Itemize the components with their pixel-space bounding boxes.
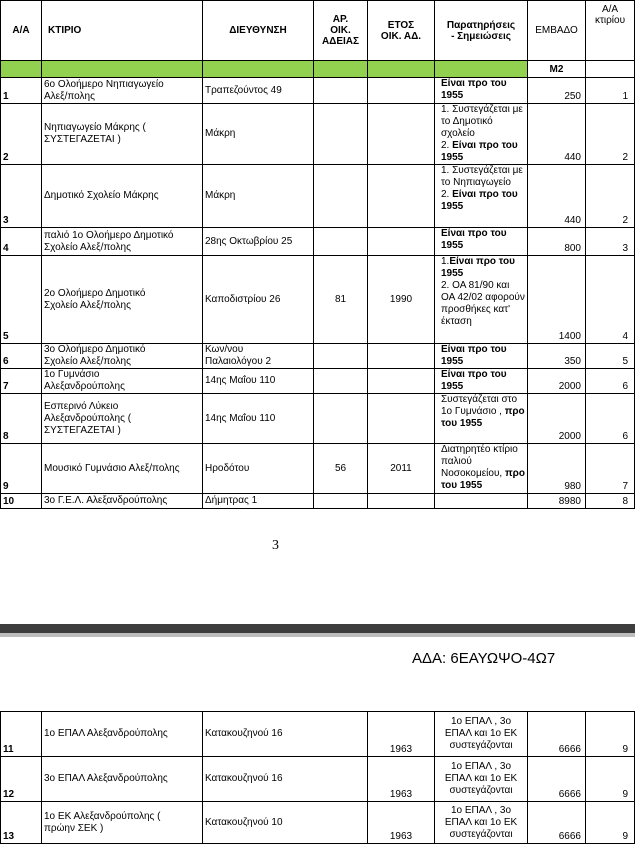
table-row xyxy=(1,712,635,757)
area: 8980 xyxy=(528,494,586,509)
row-number: 8 xyxy=(1,394,42,444)
building-address: 14ης Μαΐου 110 xyxy=(203,394,314,444)
area: 1400 xyxy=(528,256,586,344)
table-row xyxy=(1,165,635,228)
header-dieuthynsi: ΔΙΕΥΘΥΝΣΗ xyxy=(203,1,314,61)
row-number: 11 xyxy=(1,712,42,757)
building-address: 28ης Οκτωβρίου 25 xyxy=(203,228,314,256)
permit-year xyxy=(368,228,435,256)
building-name: παλιό 1ο Ολοήμερο Δημοτικό Σχολείο Αλεξ/πολης xyxy=(42,228,203,256)
area: 800 xyxy=(528,228,586,256)
row-number: 9 xyxy=(1,444,42,494)
remarks: 1. Συστεγάζεται με το Νηπιαγωγείο 2. Είναι προ του 1955 xyxy=(435,165,528,228)
building-address: Καποδιστρίου 26 xyxy=(203,256,314,344)
building-name: Μουσικό Γυμνάσιο Αλεξ/πολης xyxy=(42,444,203,494)
building-id: 8 xyxy=(586,494,635,509)
building-address: Μάκρη xyxy=(203,165,314,228)
remarks: Είναι προ του 1955 xyxy=(435,344,528,369)
remarks: 1ο ΕΠΑΛ , 3ο ΕΠΑΛ και 1ο ΕΚ συστεγάζονται xyxy=(435,802,528,844)
table-row xyxy=(1,757,635,802)
building-id: 4 xyxy=(586,256,635,344)
remarks: 1.Είναι προ του 1955 2. ΟΑ 81/90 και ΟΑ 42/02 αφορούν προσθήκες κατ' έκταση xyxy=(435,256,528,344)
building-address: Κων/νου Παλαιολόγου 2 xyxy=(203,344,314,369)
remarks: 1. Συστεγάζεται με το Δημοτικό σχολείο 2. Είναι προ του 1955 xyxy=(435,104,528,165)
building-address: Κατακουζηνού 10 xyxy=(203,802,368,844)
permit-number xyxy=(314,344,368,369)
building-address: Μάκρη xyxy=(203,104,314,165)
building-id: 2 xyxy=(586,104,635,165)
unit-m2: M2 xyxy=(528,61,586,78)
permit-year xyxy=(368,104,435,165)
building-id: 7 xyxy=(586,444,635,494)
table-row xyxy=(1,494,635,509)
building-id: 9 xyxy=(586,802,635,844)
header-ktirio: ΚΤΙΡΙΟ xyxy=(42,1,203,61)
building-name: Δημοτικό Σχολείο Μάκρης xyxy=(42,165,203,228)
permit-number xyxy=(314,494,368,509)
building-name: 1ο ΕΠΑΛ Αλεξανδρούπολης xyxy=(42,712,203,757)
row-number: 2 xyxy=(1,104,42,165)
building-id: 6 xyxy=(586,394,635,444)
permit-year: 2011 xyxy=(368,444,435,494)
permit-year xyxy=(368,494,435,509)
table-row xyxy=(1,256,635,344)
permit-year xyxy=(368,78,435,104)
table-row xyxy=(1,228,635,256)
area: 6666 xyxy=(528,802,586,844)
building-address: Ηροδότου xyxy=(203,444,314,494)
table-row xyxy=(1,802,635,844)
remarks: Είναι προ του 1955 xyxy=(435,228,528,256)
area: 440 xyxy=(528,104,586,165)
header-ar-oik-adeias: ΑΡ. ΟΙΚ. ΑΔΕΙΑΣ xyxy=(314,1,368,61)
row-number: 1 xyxy=(1,78,42,104)
row-number: 13 xyxy=(1,802,42,844)
area: 350 xyxy=(528,344,586,369)
permit-number xyxy=(314,394,368,444)
remarks: Είναι προ του 1955 xyxy=(435,369,528,394)
area: 6666 xyxy=(528,712,586,757)
table-row xyxy=(1,344,635,369)
building-address: 14ης Μαΐου 110 xyxy=(203,369,314,394)
remarks: Είναι προ του 1955 xyxy=(435,78,528,104)
building-name: Εσπερινό Λύκειο Αλεξανδρούπολης ( ΣΥΣΤΕΓΑΖΕΤΑΙ ) xyxy=(42,394,203,444)
area: 2000 xyxy=(528,369,586,394)
permit-year: 1963 xyxy=(368,802,435,844)
row-number: 7 xyxy=(1,369,42,394)
green-separator-row xyxy=(1,61,635,78)
building-address: Τραπεζούντος 49 xyxy=(203,78,314,104)
permit-year xyxy=(368,165,435,228)
row-number: 4 xyxy=(1,228,42,256)
building-name: 3ο ΕΠΑΛ Αλεξανδρούπολης xyxy=(42,757,203,802)
area: 440 xyxy=(528,165,586,228)
page-separator xyxy=(0,624,635,633)
building-name: 3ο Ολοήμερο Δημοτικό Σχολείο Αλεξ/πολης xyxy=(42,344,203,369)
row-number: 12 xyxy=(1,757,42,802)
header-aa-ktiriou: Α/Α κτιρίου xyxy=(586,1,635,61)
table-row xyxy=(1,369,635,394)
remarks: Συστεγάζεται στο 1ο Γυμνάσιο , προ του 1955 xyxy=(435,394,528,444)
page-number: 3 xyxy=(272,538,279,553)
table-row xyxy=(1,444,635,494)
permit-number: 81 xyxy=(314,256,368,344)
building-address: Κατακουζηνού 16 xyxy=(203,757,368,802)
permit-number xyxy=(314,228,368,256)
remarks: 1ο ΕΠΑΛ , 3ο ΕΠΑΛ και 1ο ΕΚ συστεγάζονται xyxy=(435,712,528,757)
permit-number xyxy=(314,369,368,394)
row-number: 10 xyxy=(1,494,42,509)
remarks xyxy=(435,494,528,509)
building-id: 5 xyxy=(586,344,635,369)
building-name: 1ο ΕΚ Αλεξανδρούπολης ( πρώην ΣΕΚ ) xyxy=(42,802,203,844)
building-id: 9 xyxy=(586,757,635,802)
row-number: 3 xyxy=(1,165,42,228)
header-row xyxy=(1,1,635,61)
area: 980 xyxy=(528,444,586,494)
permit-year: 1990 xyxy=(368,256,435,344)
building-address: Κατακουζηνού 16 xyxy=(203,712,368,757)
area: 6666 xyxy=(528,757,586,802)
permit-number: 56 xyxy=(314,444,368,494)
permit-number xyxy=(314,78,368,104)
building-name: Νηπιαγωγείο Μάκρης ( ΣΥΣΤΕΓΑΖΕΤΑΙ ) xyxy=(42,104,203,165)
header-etos: ΕΤΟΣ ΟΙΚ. ΑΔ. xyxy=(368,1,435,61)
header-aa: Α/Α xyxy=(1,1,42,61)
area: 2000 xyxy=(528,394,586,444)
building-name: 2ο Ολοήμερο Δημοτικό Σχολείο Αλεξ/πολης xyxy=(42,256,203,344)
table-row xyxy=(1,104,635,165)
header-paratiriseis: Παρατηρήσεις - Σημειώσεις xyxy=(435,1,528,61)
buildings-table-continued xyxy=(0,711,635,844)
permit-year: 1963 xyxy=(368,712,435,757)
permit-year xyxy=(368,394,435,444)
row-number: 6 xyxy=(1,344,42,369)
ada-code: ΑΔΑ: 6ΕΑΥΩΨΟ-4Ω7 xyxy=(412,650,556,667)
permit-year: 1963 xyxy=(368,757,435,802)
building-id: 9 xyxy=(586,712,635,757)
building-id: 1 xyxy=(586,78,635,104)
building-id: 2 xyxy=(586,165,635,228)
building-name: 3ο Γ.Ε.Λ. Αλεξανδρούπολης xyxy=(42,494,203,509)
permit-year xyxy=(368,369,435,394)
building-name: 1ο Γυμνάσιο Αλεξανδρούπολης xyxy=(42,369,203,394)
building-address: Δήμητρας 1 xyxy=(203,494,314,509)
building-id: 3 xyxy=(586,228,635,256)
header-emvado: ΕΜΒΑΔΟ xyxy=(528,1,586,61)
permit-number xyxy=(314,165,368,228)
remarks: 1ο ΕΠΑΛ , 3ο ΕΠΑΛ και 1ο ΕΚ συστεγάζονται xyxy=(435,757,528,802)
table-row xyxy=(1,394,635,444)
remarks: Διατηρητέο κτίριο παλιού Νοσοκομείου, προ του 1955 xyxy=(435,444,528,494)
permit-number xyxy=(314,104,368,165)
permit-year xyxy=(368,344,435,369)
building-id: 6 xyxy=(586,369,635,394)
table-row xyxy=(1,78,635,104)
building-name: 6ο Ολοήμερο Νηπιαγωγείο Αλεξ/πολης xyxy=(42,78,203,104)
row-number: 5 xyxy=(1,256,42,344)
area: 250 xyxy=(528,78,586,104)
